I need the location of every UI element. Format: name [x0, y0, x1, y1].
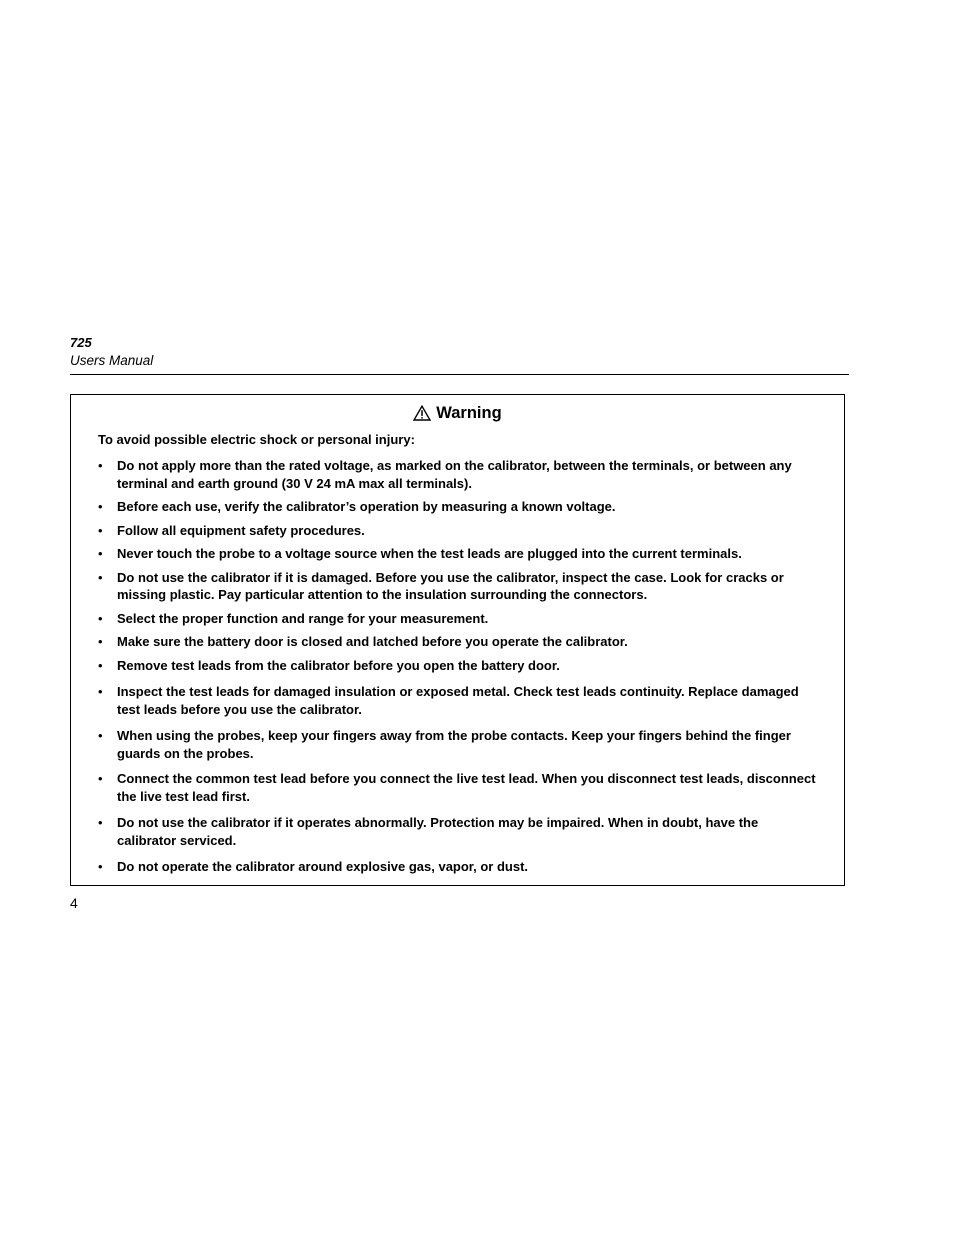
header-divider [70, 374, 849, 375]
warning-title: Warning [436, 404, 502, 422]
bullet-icon: • [98, 458, 103, 473]
bullet-icon: • [98, 569, 103, 585]
list-item: • Do not operate the calibrator around explosive gas, vapor, or dust. [98, 859, 529, 874]
list-item: • Connect the common test lead before you connect the live test lead. When you disconnect test leads, disconnect the live test lead first. [98, 771, 816, 804]
list-item: • When using the probes, keep your fingers away from the probe contacts. Keep your fingers behind the finger guards on the probes. [98, 728, 791, 761]
list-item: • Do not use the calibrator if it operates abnormally. Protection may be impaired. When in doubt, have the calibrator serviced. [98, 815, 759, 848]
warning-heading [71, 403, 844, 426]
list-item: • Inspect the test leads for damaged insulation or exposed metal. Check test leads continuity. Replace damaged test leads before you use the calibrator. [98, 684, 799, 717]
bullet-icon: • [98, 610, 103, 626]
warning-list [98, 457, 818, 876]
bullet-icon: • [98, 815, 103, 830]
bullet-icon: • [98, 522, 103, 538]
bullet-icon: • [98, 859, 103, 874]
warning-box [70, 394, 845, 886]
bullet-icon: • [98, 771, 103, 786]
list-item: • Never touch the probe to a voltage source when the test leads are plugged into the current terminals. [98, 546, 742, 561]
list-item: • Do not use the calibrator if it is damaged. Before you use the calibrator, inspect the case. Look for cracks or missing plastic. Pay particular attention to the insulation surrounding the connectors. [98, 569, 784, 602]
bullet-icon: • [98, 728, 103, 743]
list-item: • Do not apply more than the rated voltage, as marked on the calibrator, between the terminals, or between any terminal and earth ground (30 V 24 mA max all terminals). [98, 458, 792, 491]
list-item: • Remove test leads from the calibrator before you open the battery door. [98, 657, 560, 673]
page-header [70, 334, 849, 370]
list-item: • Select the proper function and range for your measurement. [98, 610, 489, 626]
bullet-icon: • [98, 499, 103, 514]
list-item: • Before each use, verify the calibrator’s operation by measuring a known voltage. [98, 499, 616, 514]
model-number: 725 [70, 335, 92, 350]
list-item: • Make sure the battery door is closed and latched before you operate the calibrator. [98, 634, 628, 649]
warning-intro: To avoid possible electric shock or personal injury: [98, 432, 415, 447]
bullet-icon: • [98, 634, 103, 649]
bullet-icon: • [98, 657, 103, 673]
manual-title: Users Manual [70, 353, 154, 368]
bullet-icon: • [98, 684, 103, 699]
bullet-icon: • [98, 546, 103, 561]
page-number: 4 [70, 895, 78, 911]
warning-triangle-icon [413, 405, 431, 426]
list-item: • Follow all equipment safety procedures. [98, 522, 365, 538]
